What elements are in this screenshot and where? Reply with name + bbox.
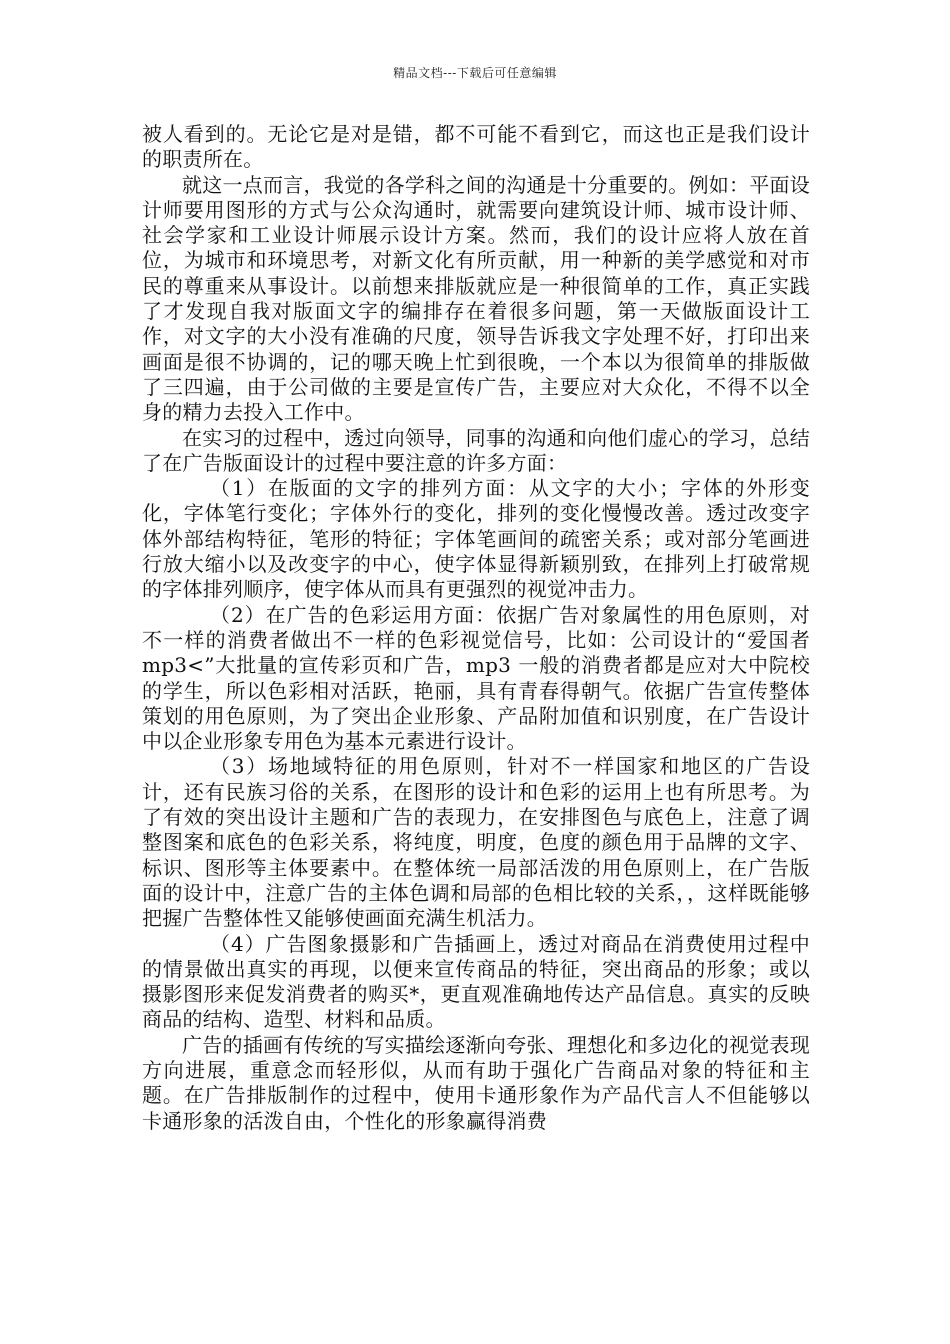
paragraph-point-3: （3）场地域特征的用色原则，针对不一样国家和地区的广告设计，还有民族习俗的关系，在图形的设计和色彩的运用上也有所思考。为了有效的突出设计主题和广告的表现力，在安排图色与底色上，注意了调整图案和底色的色彩关系，将纯度，明度，色度的颜色用于品牌的文字、标识、图形等主体要素中。在整体统一局部活泼的用色原则上，在广告版面的设计中，注意广告的主体色调和局部的色相比较的关系，，这样既能够把握广告整体性又能够使画面充满生机活力。 bbox=[142, 754, 810, 931]
paragraph-point-2: （2）在广告的色彩运用方面：依据广告对象属性的用色原则，对不一样的消费者做出不一样的色彩视觉信号，比如：公司设计的“爱国者 mp3<”大批量的宣传彩页和广告，mp3 一般的消费者都是应对大中院校的学生，所以色彩相对活跃，艳丽，具有青春得朝气。依据广告宣传整体策划的用色原则，为了突出企业形象、产品附加值和识别度，在广告设计中以企业形象专用色为基本元素进行设计。 bbox=[142, 602, 810, 754]
page-header: 精品文档---下载后可任意编辑 bbox=[393, 66, 557, 80]
paragraph-continuation: 被人看到的。无论它是对是错，都不可能不看到它，而这也正是我们设计的职责所在。 bbox=[142, 122, 810, 172]
paragraph-internship-summary: 在实习的过程中，透过向领导，同事的沟通和向他们虚心的学习，总结了在广告版面设计的过程中要注意的许多方面： bbox=[142, 425, 810, 475]
paragraph-point-4: （4）广告图象摄影和广告插画上，透过对商品在消费使用过程中的情景做出真实的再现，以便来宣传商品的特征，突出商品的形象；或以摄影图形来促发消费者的购买*，更直观准确地传达产品信息。真实的反映商品的结构、造型、材料和品质。 bbox=[142, 931, 810, 1032]
paragraph-communication: 就这一点而言，我觉的各学科之间的沟通是十分重要的。例如：平面设计师要用图形的方式与公众沟通时，就需要向建筑设计师、城市设计师、社会学家和工业设计师展示设计方案。然而，我们的设计应将人放在首位，为城市和环境思考，对新文化有所贡献，用一种新的美学感觉和对市民的尊重来从事设计。以前想来排版就应是一种很简单的工作，真正实践了才发现自我对版面文字的编排存在着很多问题，第一天做版面设计工作，对文字的大小没有准确的尺度，领导告诉我文字处理不好，打印出来画面是很不协调的，记的哪天晚上忙到很晚，一个本以为很简单的排版做了三四遍，由于公司做的主要是宣传广告，主要应对大众化，不得不以全身的精力去投入工作中。 bbox=[142, 172, 810, 425]
document-body bbox=[142, 122, 810, 1134]
paragraph-illustration: 广告的插画有传统的写实描绘逐渐向夸张、理想化和多边化的视觉表现方向进展，重意念而轻形似，从而有助于强化广告商品对象的特征和主题。在广告排版制作的过程中，使用卡通形象作为产品代言人不但能够以卡通形象的活泼自由，个性化的形象赢得消费 bbox=[142, 1032, 810, 1133]
paragraph-point-1: （1）在版面的文字的排列方面：从文字的大小；字体的外形变化，字体笔行变化；字体外行的变化，排列的变化慢慢改善。透过改变字体外部结构特征，笔形的特征；字体笔画间的疏密关系；或对部分笔画进行放大缩小以及改变字的中心，使字体显得新颖别致，在排列上打破常规的字体排列顺序，使字体从而具有更强烈的视觉冲击力。 bbox=[142, 476, 810, 602]
